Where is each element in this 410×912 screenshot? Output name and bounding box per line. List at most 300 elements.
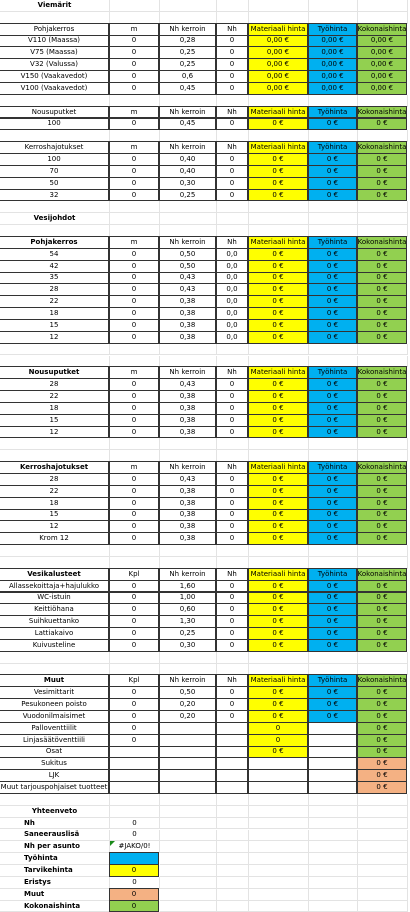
tyohinta-cell[interactable]: 0 € [308, 319, 357, 332]
empty-cell[interactable] [358, 889, 408, 901]
nh-kerroin-cell[interactable]: 0,38 [159, 485, 216, 498]
row-label[interactable]: 22 [0, 295, 109, 308]
row-label[interactable]: 50 [0, 177, 109, 190]
materiaali-cell[interactable]: 0 € [248, 402, 308, 415]
empty-cell[interactable] [217, 545, 249, 557]
empty-cell[interactable] [217, 652, 249, 664]
qty-cell[interactable]: 0 [109, 378, 159, 391]
row-label[interactable]: 15 [0, 414, 109, 427]
kokonaishinta-cell[interactable]: 0 € [357, 248, 407, 261]
qty-cell[interactable]: 0 [109, 82, 159, 95]
nh-kerroin-cell[interactable]: 0,50 [159, 248, 216, 261]
col-header-kokonaishinta[interactable]: Kokonaishinta [357, 674, 407, 687]
kokonaishinta-cell[interactable]: 0 € [357, 390, 407, 403]
nh-kerroin-cell[interactable]: 1,00 [159, 592, 216, 605]
empty-cell[interactable] [309, 438, 358, 450]
nh-kerroin-cell[interactable]: 0,25 [159, 46, 216, 59]
col-header-tyohinta[interactable]: Työhinta [308, 674, 357, 687]
nh-cell[interactable]: 0 [216, 390, 248, 403]
qty-cell[interactable]: 0 [109, 509, 159, 522]
nh-kerroin-cell[interactable]: 0,38 [159, 295, 216, 308]
nh-cell[interactable]: 0 [216, 35, 248, 48]
row-label[interactable]: Kuivusteline [0, 639, 109, 652]
empty-cell[interactable] [249, 853, 309, 865]
empty-cell[interactable] [217, 201, 249, 213]
empty-cell[interactable] [249, 652, 309, 664]
kokonaishinta-cell[interactable]: 0 € [357, 485, 407, 498]
empty-cell[interactable] [309, 652, 358, 664]
col-header-nh[interactable]: Nh [216, 23, 248, 36]
col-header-nh[interactable]: Nh [216, 141, 248, 154]
nh-kerroin-cell[interactable]: 0,45 [159, 82, 216, 95]
row-label[interactable]: V32 (Valussa) [0, 58, 109, 71]
qty-cell[interactable]: 0 [109, 70, 159, 83]
qty-cell[interactable]: 0 [109, 319, 159, 332]
kokonaishinta-cell[interactable]: 0 € [357, 402, 407, 415]
empty-cell[interactable] [358, 794, 408, 806]
empty-cell[interactable] [249, 865, 309, 877]
empty-cell[interactable] [217, 0, 249, 12]
materiaali-cell[interactable]: 0 € [248, 272, 308, 285]
tyohinta-cell[interactable]: 0 € [308, 272, 357, 285]
qty-cell[interactable]: 0 [109, 686, 159, 699]
empty-cell[interactable] [110, 806, 160, 818]
empty-cell[interactable] [160, 344, 217, 356]
qty-cell[interactable]: 0 [109, 592, 159, 605]
qty-cell[interactable]: 0 [109, 58, 159, 71]
materiaali-cell[interactable]: 0 € [248, 307, 308, 320]
row-label[interactable]: 22 [0, 485, 109, 498]
nh-cell[interactable]: 0 [216, 58, 248, 71]
nh-kerroin-cell[interactable]: 0,38 [159, 509, 216, 522]
empty-cell[interactable] [249, 201, 309, 213]
kokonaishinta-cell[interactable]: 0 € [357, 603, 407, 616]
row-label[interactable]: V150 (Vaakavedot) [0, 70, 109, 83]
empty-cell[interactable] [217, 865, 249, 877]
empty-cell[interactable] [309, 0, 358, 12]
qty-cell[interactable]: 0 [109, 307, 159, 320]
tyohinta-cell[interactable]: 0,00 € [308, 46, 357, 59]
nh-cell[interactable]: 0 [216, 497, 248, 510]
empty-cell[interactable] [249, 901, 309, 912]
materiaali-cell[interactable]: 0 € [248, 592, 308, 605]
empty-cell[interactable] [217, 830, 249, 842]
col-header-qty[interactable]: Kpl [109, 568, 159, 581]
qty-cell[interactable]: 0 [109, 520, 159, 533]
materiaali-cell[interactable]: 0 € [248, 603, 308, 616]
empty-cell[interactable] [217, 889, 249, 901]
empty-cell[interactable] [309, 545, 358, 557]
materiaali-cell[interactable]: 0,00 € [248, 82, 308, 95]
empty-cell[interactable] [249, 213, 309, 225]
materiaali-cell[interactable]: 0 € [248, 497, 308, 510]
materiaali-cell[interactable]: 0 € [248, 509, 308, 522]
qty-cell[interactable]: 0 [109, 473, 159, 486]
kokonaishinta-cell[interactable]: 0 € [357, 153, 407, 166]
col-header-nh-kerroin[interactable]: Nh kerroin [159, 23, 216, 36]
col-header-qty[interactable]: m [109, 366, 159, 379]
qty-cell[interactable]: 0 [109, 272, 159, 285]
materiaali-cell[interactable]: 0 € [248, 639, 308, 652]
qty-cell[interactable]: 0 [109, 426, 159, 439]
nh-kerroin-cell[interactable]: 0,25 [159, 189, 216, 202]
qty-cell[interactable]: 0 [109, 295, 159, 308]
row-label[interactable]: 12 [0, 426, 109, 439]
col-header-nh-kerroin[interactable]: Nh kerroin [159, 674, 216, 687]
row-label[interactable]: V110 (Maassa) [0, 35, 109, 48]
kokonaishinta-cell[interactable]: 0 € [357, 497, 407, 510]
row-label[interactable]: V75 (Maassa) [0, 46, 109, 59]
empty-cell[interactable] [217, 213, 249, 225]
qty-cell[interactable]: 0 [109, 165, 159, 178]
summary-value[interactable]: 0 [110, 818, 160, 830]
row-label[interactable]: Osat [0, 746, 109, 759]
nh-kerroin-cell[interactable]: 0,38 [159, 402, 216, 415]
section-title-vesijohdot[interactable]: Vesijohdot [0, 213, 110, 225]
tyohinta-cell[interactable]: 0 € [308, 627, 357, 640]
section-header[interactable]: Kerroshajotukset [0, 461, 109, 474]
row-label[interactable]: 100 [0, 118, 109, 131]
empty-cell[interactable] [159, 781, 216, 794]
col-header-nh-kerroin[interactable]: Nh kerroin [159, 236, 216, 249]
qty-cell[interactable]: 0 [109, 615, 159, 628]
col-header-materiaali[interactable]: Materiaali hinta [248, 461, 308, 474]
empty-cell[interactable] [249, 545, 309, 557]
nh-kerroin-cell[interactable]: 0,38 [159, 390, 216, 403]
nh-cell[interactable]: 0 [216, 378, 248, 391]
nh-cell[interactable]: 0 [216, 189, 248, 202]
col-header-materiaali[interactable]: Materiaali hinta [248, 106, 308, 119]
kokonaishinta-cell[interactable]: 0 € [357, 414, 407, 427]
empty-cell[interactable] [160, 806, 217, 818]
nh-kerroin-cell[interactable]: 0,6 [159, 70, 216, 83]
row-label[interactable]: WC-istuin [0, 592, 109, 605]
empty-cell[interactable] [249, 877, 309, 889]
col-header-tyohinta[interactable]: Työhinta [308, 568, 357, 581]
nh-cell[interactable]: 0 [216, 177, 248, 190]
col-header-qty[interactable]: m [109, 236, 159, 249]
nh-cell[interactable]: 0 [216, 473, 248, 486]
qty-cell[interactable]: 0 [109, 248, 159, 261]
row-label[interactable]: 28 [0, 378, 109, 391]
nh-kerroin-cell[interactable]: 1,60 [159, 580, 216, 593]
empty-cell[interactable] [248, 781, 308, 794]
nh-kerroin-cell[interactable]: 0,50 [159, 260, 216, 273]
summary-label[interactable]: Saneerauslisä [0, 830, 110, 842]
kokonaishinta-cell[interactable]: 0,00 € [357, 58, 407, 71]
row-label[interactable]: 28 [0, 473, 109, 486]
empty-cell[interactable] [358, 0, 408, 12]
tyohinta-cell[interactable]: 0 € [308, 248, 357, 261]
materiaali-cell[interactable]: 0 € [248, 390, 308, 403]
kokonaishinta-cell[interactable]: 0 € [357, 473, 407, 486]
tyohinta-cell[interactable]: 0 € [308, 331, 357, 344]
nh-cell[interactable]: 0 [216, 615, 248, 628]
row-label[interactable]: Suihkuettanko [0, 615, 109, 628]
materiaali-cell[interactable]: 0,00 € [248, 35, 308, 48]
row-label[interactable]: 70 [0, 165, 109, 178]
empty-cell[interactable] [160, 889, 217, 901]
materiaali-cell[interactable]: 0 € [248, 283, 308, 296]
nh-cell[interactable]: 0 [216, 520, 248, 533]
kokonaishinta-cell[interactable]: 0 € [357, 710, 407, 723]
qty-cell[interactable]: 0 [109, 177, 159, 190]
materiaali-cell[interactable]: 0 [248, 722, 308, 735]
tyohinta-cell[interactable]: 0 € [308, 485, 357, 498]
col-header-tyohinta[interactable]: Työhinta [308, 461, 357, 474]
summary-value[interactable]: 0 [110, 830, 160, 842]
nh-cell[interactable]: 0 [216, 70, 248, 83]
nh-cell[interactable]: 0 [216, 402, 248, 415]
kokonaishinta-cell[interactable]: 0 € [357, 769, 407, 782]
kokonaishinta-cell[interactable]: 0 € [357, 509, 407, 522]
empty-cell[interactable] [358, 877, 408, 889]
kokonaishinta-cell[interactable]: 0 € [357, 734, 407, 747]
row-label[interactable]: 12 [0, 520, 109, 533]
empty-cell[interactable] [358, 652, 408, 664]
tyohinta-cell[interactable]: 0 € [308, 402, 357, 415]
qty-cell[interactable]: 0 [109, 153, 159, 166]
kokonaishinta-cell[interactable]: 0 € [357, 615, 407, 628]
col-header-tyohinta[interactable]: Työhinta [308, 23, 357, 36]
tyohinta-cell[interactable]: 0 € [308, 473, 357, 486]
empty-cell[interactable] [217, 438, 249, 450]
tyohinta-cell[interactable]: 0 € [308, 426, 357, 439]
nh-cell[interactable]: 0,0 [216, 260, 248, 273]
kokonaishinta-cell[interactable]: 0 € [357, 319, 407, 332]
nh-cell[interactable]: 0 [216, 426, 248, 439]
kokonaishinta-cell[interactable]: 0 € [357, 189, 407, 202]
qty-cell[interactable]: 0 [109, 722, 159, 735]
col-header-qty[interactable]: Kpl [109, 674, 159, 687]
nh-kerroin-cell[interactable]: 0,38 [159, 331, 216, 344]
summary-value[interactable]: 0 [110, 877, 160, 889]
nh-kerroin-cell[interactable]: 0,28 [159, 35, 216, 48]
row-label[interactable]: Allassekoittaja+hajulukko [0, 580, 109, 593]
kokonaishinta-cell[interactable]: 0 € [357, 592, 407, 605]
empty-cell[interactable] [309, 841, 358, 853]
nh-cell[interactable]: 0,0 [216, 319, 248, 332]
col-header-kokonaishinta[interactable]: Kokonaishinta [357, 236, 407, 249]
nh-kerroin-cell[interactable]: 1,30 [159, 615, 216, 628]
empty-cell[interactable] [309, 830, 358, 842]
tyohinta-cell[interactable]: 0 € [308, 390, 357, 403]
kokonaishinta-cell[interactable]: 0,00 € [357, 82, 407, 95]
tyohinta-cell[interactable]: 0 € [308, 497, 357, 510]
tyohinta-cell[interactable]: 0,00 € [308, 35, 357, 48]
empty-cell[interactable] [249, 0, 309, 12]
row-label[interactable]: Linjasäätöventtiili [0, 734, 109, 747]
row-label[interactable]: Pesukoneen poisto [0, 698, 109, 711]
tyohinta-cell[interactable]: 0,00 € [308, 58, 357, 71]
nh-kerroin-cell[interactable]: 0,38 [159, 319, 216, 332]
empty-cell[interactable] [249, 794, 309, 806]
nh-kerroin-cell[interactable]: 0,43 [159, 378, 216, 391]
tyohinta-cell[interactable]: 0 € [308, 165, 357, 178]
qty-cell[interactable]: 0 [109, 260, 159, 273]
empty-cell[interactable] [110, 652, 160, 664]
kokonaishinta-cell[interactable]: 0 € [357, 520, 407, 533]
nh-cell[interactable]: 0 [216, 82, 248, 95]
nh-cell[interactable]: 0 [216, 592, 248, 605]
col-header-qty[interactable]: m [109, 106, 159, 119]
col-header-qty[interactable]: m [109, 461, 159, 474]
materiaali-cell[interactable]: 0 € [248, 260, 308, 273]
empty-cell[interactable] [249, 818, 309, 830]
nh-kerroin-cell[interactable]: 0,45 [159, 118, 216, 131]
empty-cell[interactable] [160, 794, 217, 806]
summary-label[interactable]: Nh per asunto [0, 841, 110, 853]
tyohinta-cell[interactable]: 0 € [308, 414, 357, 427]
empty-cell[interactable] [217, 344, 249, 356]
qty-cell[interactable]: 0 [109, 46, 159, 59]
summary-label[interactable]: Eristys [0, 877, 110, 889]
empty-cell[interactable] [358, 853, 408, 865]
materiaali-cell[interactable]: 0 € [248, 165, 308, 178]
row-label[interactable]: 18 [0, 497, 109, 510]
empty-cell[interactable] [309, 901, 358, 912]
row-label[interactable]: 22 [0, 390, 109, 403]
kokonaishinta-cell[interactable]: 0 € [357, 283, 407, 296]
empty-cell[interactable] [309, 806, 358, 818]
nh-cell[interactable]: 0 [216, 532, 248, 545]
kokonaishinta-cell[interactable]: 0 € [357, 272, 407, 285]
col-header-kokonaishinta[interactable]: Kokonaishinta [357, 141, 407, 154]
summary-value[interactable]: #JAKO/0! [110, 841, 160, 853]
materiaali-cell[interactable]: 0 € [248, 319, 308, 332]
col-header-qty[interactable]: m [109, 23, 159, 36]
empty-cell[interactable] [160, 865, 217, 877]
qty-cell[interactable]: 0 [109, 35, 159, 48]
col-header-nh[interactable]: Nh [216, 106, 248, 119]
nh-kerroin-cell[interactable]: 0,30 [159, 639, 216, 652]
nh-cell[interactable]: 0,0 [216, 295, 248, 308]
empty-cell[interactable] [0, 545, 110, 557]
col-header-materiaali[interactable]: Materiaali hinta [248, 236, 308, 249]
empty-cell[interactable] [0, 794, 110, 806]
nh-kerroin-cell[interactable]: 0,40 [159, 165, 216, 178]
row-label[interactable]: Palloventtiilit [0, 722, 109, 735]
tyohinta-cell[interactable]: 0 € [308, 592, 357, 605]
empty-cell[interactable] [110, 438, 160, 450]
summary-value[interactable]: 0 [109, 864, 159, 877]
row-label[interactable]: Vuodonilmaisimet [0, 710, 109, 723]
nh-kerroin-cell[interactable]: 0,38 [159, 520, 216, 533]
nh-cell[interactable]: 0 [216, 639, 248, 652]
row-label[interactable]: 15 [0, 319, 109, 332]
empty-cell[interactable] [217, 806, 249, 818]
nh-cell[interactable]: 0 [216, 118, 248, 131]
nh-kerroin-cell[interactable]: 0,60 [159, 603, 216, 616]
nh-cell[interactable]: 0 [216, 627, 248, 640]
empty-cell[interactable] [160, 0, 217, 12]
nh-kerroin-cell[interactable]: 0,38 [159, 497, 216, 510]
col-header-nh[interactable]: Nh [216, 366, 248, 379]
nh-cell[interactable]: 0,0 [216, 331, 248, 344]
nh-kerroin-cell[interactable]: 0,25 [159, 58, 216, 71]
kokonaishinta-cell[interactable]: 0 € [357, 118, 407, 131]
row-label[interactable]: Lattiakaivo [0, 627, 109, 640]
row-label[interactable]: 12 [0, 331, 109, 344]
kokonaishinta-cell[interactable]: 0 € [357, 757, 407, 770]
col-header-kokonaishinta[interactable]: Kokonaishinta [357, 23, 407, 36]
kokonaishinta-cell[interactable]: 0 € [357, 165, 407, 178]
empty-cell[interactable] [110, 213, 160, 225]
row-label[interactable]: Muut tarjouspohjaiset tuotteet [0, 781, 109, 794]
empty-cell[interactable] [249, 889, 309, 901]
materiaali-cell[interactable]: 0 € [248, 698, 308, 711]
materiaali-cell[interactable]: 0 € [248, 686, 308, 699]
empty-cell[interactable] [0, 344, 110, 356]
materiaali-cell[interactable]: 0 € [248, 153, 308, 166]
summary-label[interactable]: Nh [0, 818, 110, 830]
section-title-yhteenveto[interactable]: Yhteenveto [0, 806, 110, 818]
row-label[interactable]: 15 [0, 509, 109, 522]
tyohinta-cell[interactable]: 0,00 € [308, 82, 357, 95]
kokonaishinta-cell[interactable]: 0 € [357, 378, 407, 391]
tyohinta-cell[interactable]: 0 € [308, 118, 357, 131]
kokonaishinta-cell[interactable]: 0 € [357, 532, 407, 545]
tyohinta-cell[interactable]: 0 € [308, 177, 357, 190]
empty-cell[interactable] [160, 545, 217, 557]
nh-kerroin-cell[interactable]: 0,40 [159, 153, 216, 166]
empty-cell[interactable] [309, 794, 358, 806]
empty-cell[interactable] [249, 806, 309, 818]
materiaali-cell[interactable]: 0 € [248, 473, 308, 486]
col-header-nh-kerroin[interactable]: Nh kerroin [159, 461, 216, 474]
kokonaishinta-cell[interactable]: 0 € [357, 722, 407, 735]
materiaali-cell[interactable]: 0 € [248, 710, 308, 723]
empty-cell[interactable] [217, 901, 249, 912]
tyohinta-cell[interactable]: 0,00 € [308, 70, 357, 83]
qty-cell[interactable]: 0 [109, 734, 159, 747]
kokonaishinta-cell[interactable]: 0 € [357, 627, 407, 640]
summary-label[interactable]: Muut [0, 889, 110, 901]
row-label[interactable]: Sukitus [0, 757, 109, 770]
nh-cell[interactable]: 0 [216, 710, 248, 723]
nh-kerroin-cell[interactable]: 0,43 [159, 283, 216, 296]
section-header[interactable]: Muut [0, 674, 109, 687]
section-header[interactable]: Pohjakerros [0, 23, 109, 36]
summary-label[interactable]: Tarvikehinta [0, 865, 110, 877]
col-header-materiaali[interactable]: Materiaali hinta [248, 674, 308, 687]
col-header-tyohinta[interactable]: Työhinta [308, 236, 357, 249]
empty-cell[interactable] [309, 213, 358, 225]
nh-kerroin-cell[interactable]: 0,43 [159, 473, 216, 486]
kokonaishinta-cell[interactable]: 0 € [357, 781, 407, 794]
kokonaishinta-cell[interactable]: 0 € [357, 746, 407, 759]
materiaali-cell[interactable]: 0 € [248, 331, 308, 344]
qty-cell[interactable]: 0 [109, 189, 159, 202]
row-label[interactable]: 100 [0, 153, 109, 166]
tyohinta-cell[interactable]: 0 € [308, 580, 357, 593]
col-header-nh-kerroin[interactable]: Nh kerroin [159, 568, 216, 581]
row-label[interactable]: 32 [0, 189, 109, 202]
empty-cell[interactable] [110, 545, 160, 557]
col-header-nh-kerroin[interactable]: Nh kerroin [159, 141, 216, 154]
qty-cell[interactable]: 0 [109, 698, 159, 711]
empty-cell[interactable] [110, 0, 160, 12]
section-title-viemarit[interactable]: Viemärit [0, 0, 110, 12]
kokonaishinta-cell[interactable]: 0 € [357, 580, 407, 593]
col-header-nh[interactable]: Nh [216, 674, 248, 687]
nh-cell[interactable]: 0 [216, 46, 248, 59]
tyohinta-cell[interactable]: 0 € [308, 698, 357, 711]
row-label[interactable]: V100 (Vaakavedot) [0, 82, 109, 95]
row-label[interactable]: Krom 12 [0, 532, 109, 545]
empty-cell[interactable] [309, 877, 358, 889]
qty-cell[interactable]: 0 [109, 532, 159, 545]
